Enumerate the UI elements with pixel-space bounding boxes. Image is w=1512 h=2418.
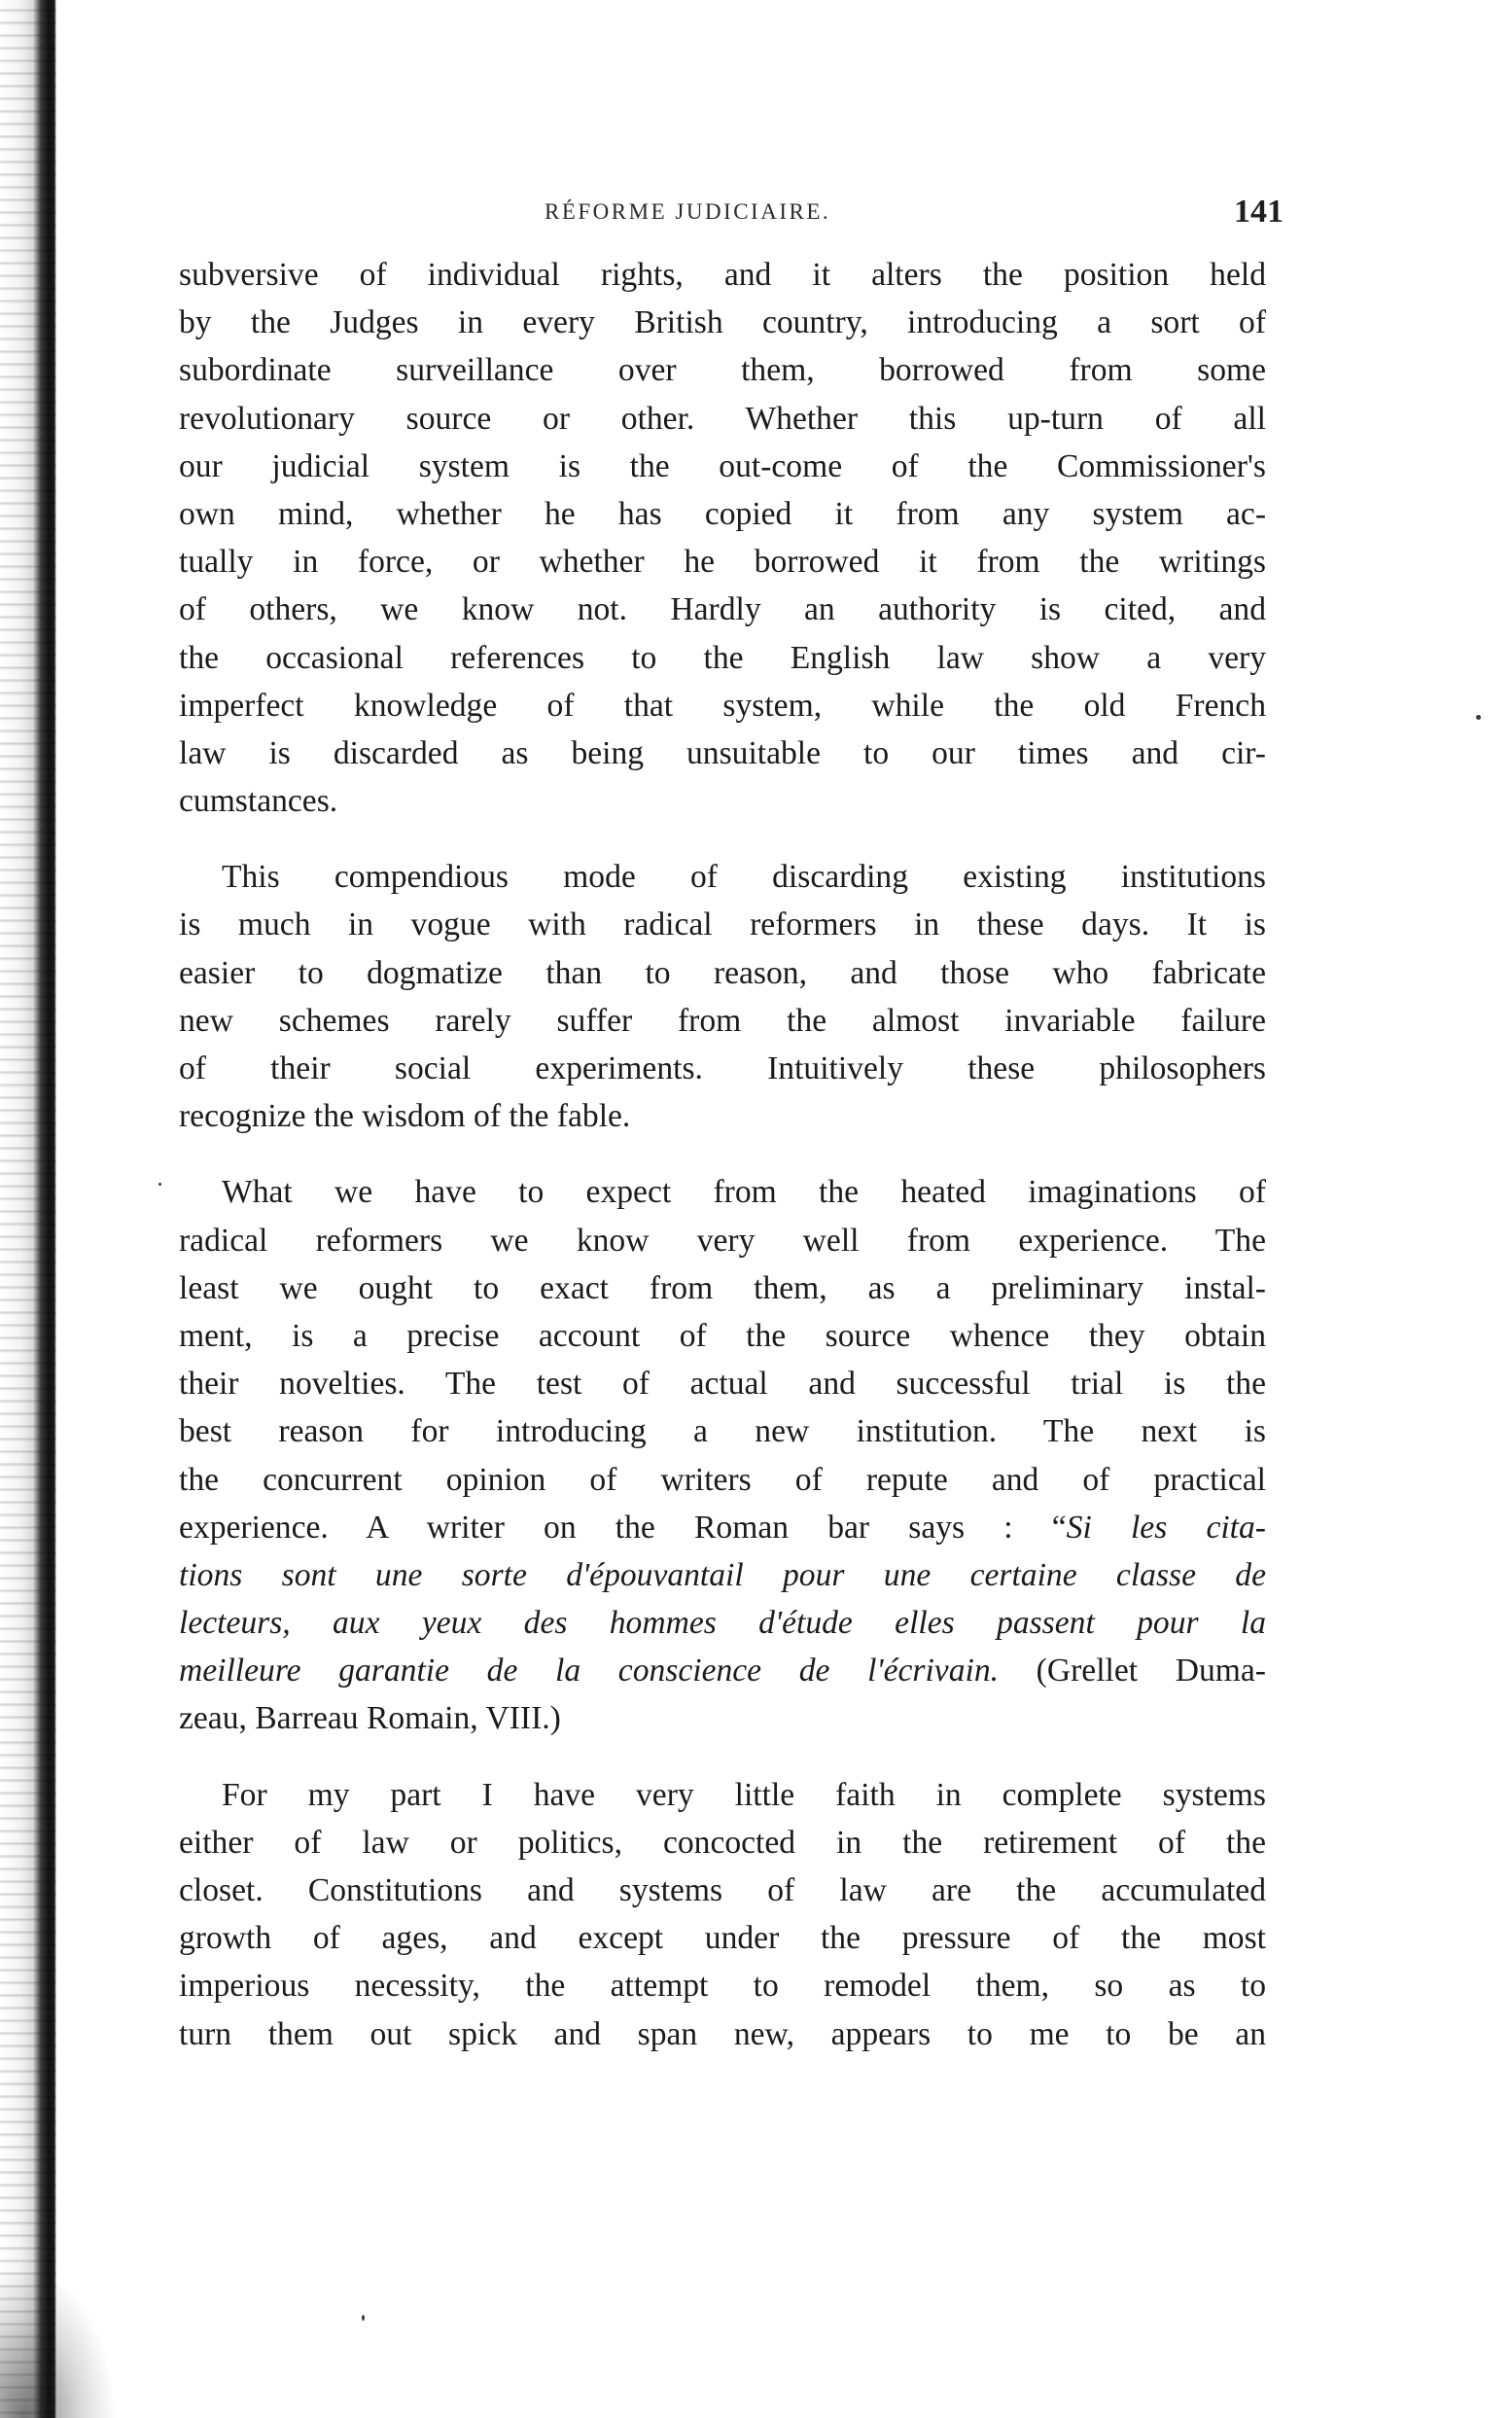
text-fragment: experience. A writer on the Roman bar says : “ [179, 1509, 1067, 1546]
page-header [545, 194, 1283, 238]
binding-edge-texture [0, 0, 56, 2418]
text-line: their novelties. The test of actual and successful trial is the [179, 1366, 1266, 1403]
text-line: subordinate surveillance over them, borrowed from some [179, 352, 1266, 389]
paragraph-4 [179, 1771, 1266, 2058]
binding-edge-shadow [0, 2266, 117, 2418]
quoted-french-line: lecteurs, aux yeux des hommes d'étude elles passent pour la [179, 1605, 1266, 1642]
quoted-french-fragment: Si les cita- [1066, 1509, 1266, 1546]
text-line: recognize the wisdom of the fable. [179, 1098, 631, 1135]
text-line: closet. Constitutions and systems of law are the accumulated [179, 1872, 1266, 1908]
paragraph-3 [179, 1168, 1266, 1742]
text-line: revolutionary source or other. Whether this up-turn of all [179, 400, 1266, 437]
scan-speck [1476, 715, 1481, 720]
text-line: least we ought to exact from them, as a preliminary instal- [179, 1269, 1266, 1306]
text-line: ment, is a precise account of the source whence they obtain [179, 1317, 1266, 1354]
paragraph-gap [179, 1743, 1266, 1771]
text-line: imperious necessity, the attempt to remodel them, so as to [179, 1968, 1266, 2005]
scan-speck [158, 1183, 161, 1186]
text-line: the occasional references to the English law show a very [179, 639, 1266, 676]
body-text [179, 251, 1266, 2058]
page-number: 141 [1234, 194, 1283, 230]
text-line: is much in vogue with radical reformers in these days. It is [179, 907, 1266, 943]
paragraph-2 [179, 853, 1266, 1140]
text-line: best reason for introducing a new institution. The next is [179, 1413, 1266, 1450]
paragraph-gap [179, 825, 1266, 853]
text-line: This compendious mode of discarding existing institutions [222, 859, 1266, 896]
text-line: the concurrent opinion of writers of repute and of practical [179, 1461, 1266, 1498]
paragraph-gap [179, 1140, 1266, 1168]
text-line: own mind, whether he has copied it from any system ac- [179, 495, 1266, 532]
text-line: either of law or politics, concocted in the retirement of the [179, 1824, 1266, 1861]
text-line-with-citation [179, 1647, 1266, 1694]
quoted-french-fragment: meilleure garantie de la conscience de l'écrivain. [179, 1653, 1000, 1689]
paragraph-1 [179, 251, 1266, 825]
text-line: law is discarded as being unsuitable to our times and cir- [179, 734, 1266, 771]
text-line: What we have to expect from the heated imaginations of [222, 1174, 1266, 1211]
text-line: subversive of individual rights, and it alters the position held [179, 257, 1266, 293]
text-line-with-quote [179, 1504, 1266, 1551]
text-line: of their social experiments. Intuitively these philosophers [179, 1050, 1266, 1086]
text-line: our judicial system is the out-come of the Commissioner's [179, 447, 1266, 484]
text-line: For my part I have very little faith in complete systems [222, 1776, 1266, 1813]
scan-speck [362, 2315, 365, 2321]
text-line: by the Judges in every British country, introducing a sort of [179, 304, 1266, 341]
quoted-french-line: tions sont une sorte d'épouvantail pour une certaine classe de [179, 1556, 1266, 1593]
text-line: imperfect knowledge of that system, while the old French [179, 687, 1266, 724]
citation-line: zeau, Barreau Romain, VIII.) [179, 1700, 561, 1737]
text-line: tually in force, or whether he borrowed it from the writings [179, 544, 1266, 581]
text-line: of others, we know not. Hardly an authority is cited, and [179, 591, 1266, 628]
citation-fragment: (Grellet Duma- [999, 1653, 1266, 1689]
text-line: turn them out spick and span new, appears to me to be an [179, 2015, 1266, 2052]
text-line: growth of ages, and except under the pressure of the most [179, 1920, 1266, 1957]
text-line: easier to dogmatize than to reason, and those who fabricate [179, 954, 1266, 991]
text-line: new schemes rarely suffer from the almost invariable failure [179, 1002, 1266, 1039]
text-line: cumstances. [179, 783, 338, 820]
running-head: RÉFORME JUDICIAIRE. [545, 199, 831, 224]
text-line: radical reformers we know very well from experience. The [179, 1222, 1266, 1259]
